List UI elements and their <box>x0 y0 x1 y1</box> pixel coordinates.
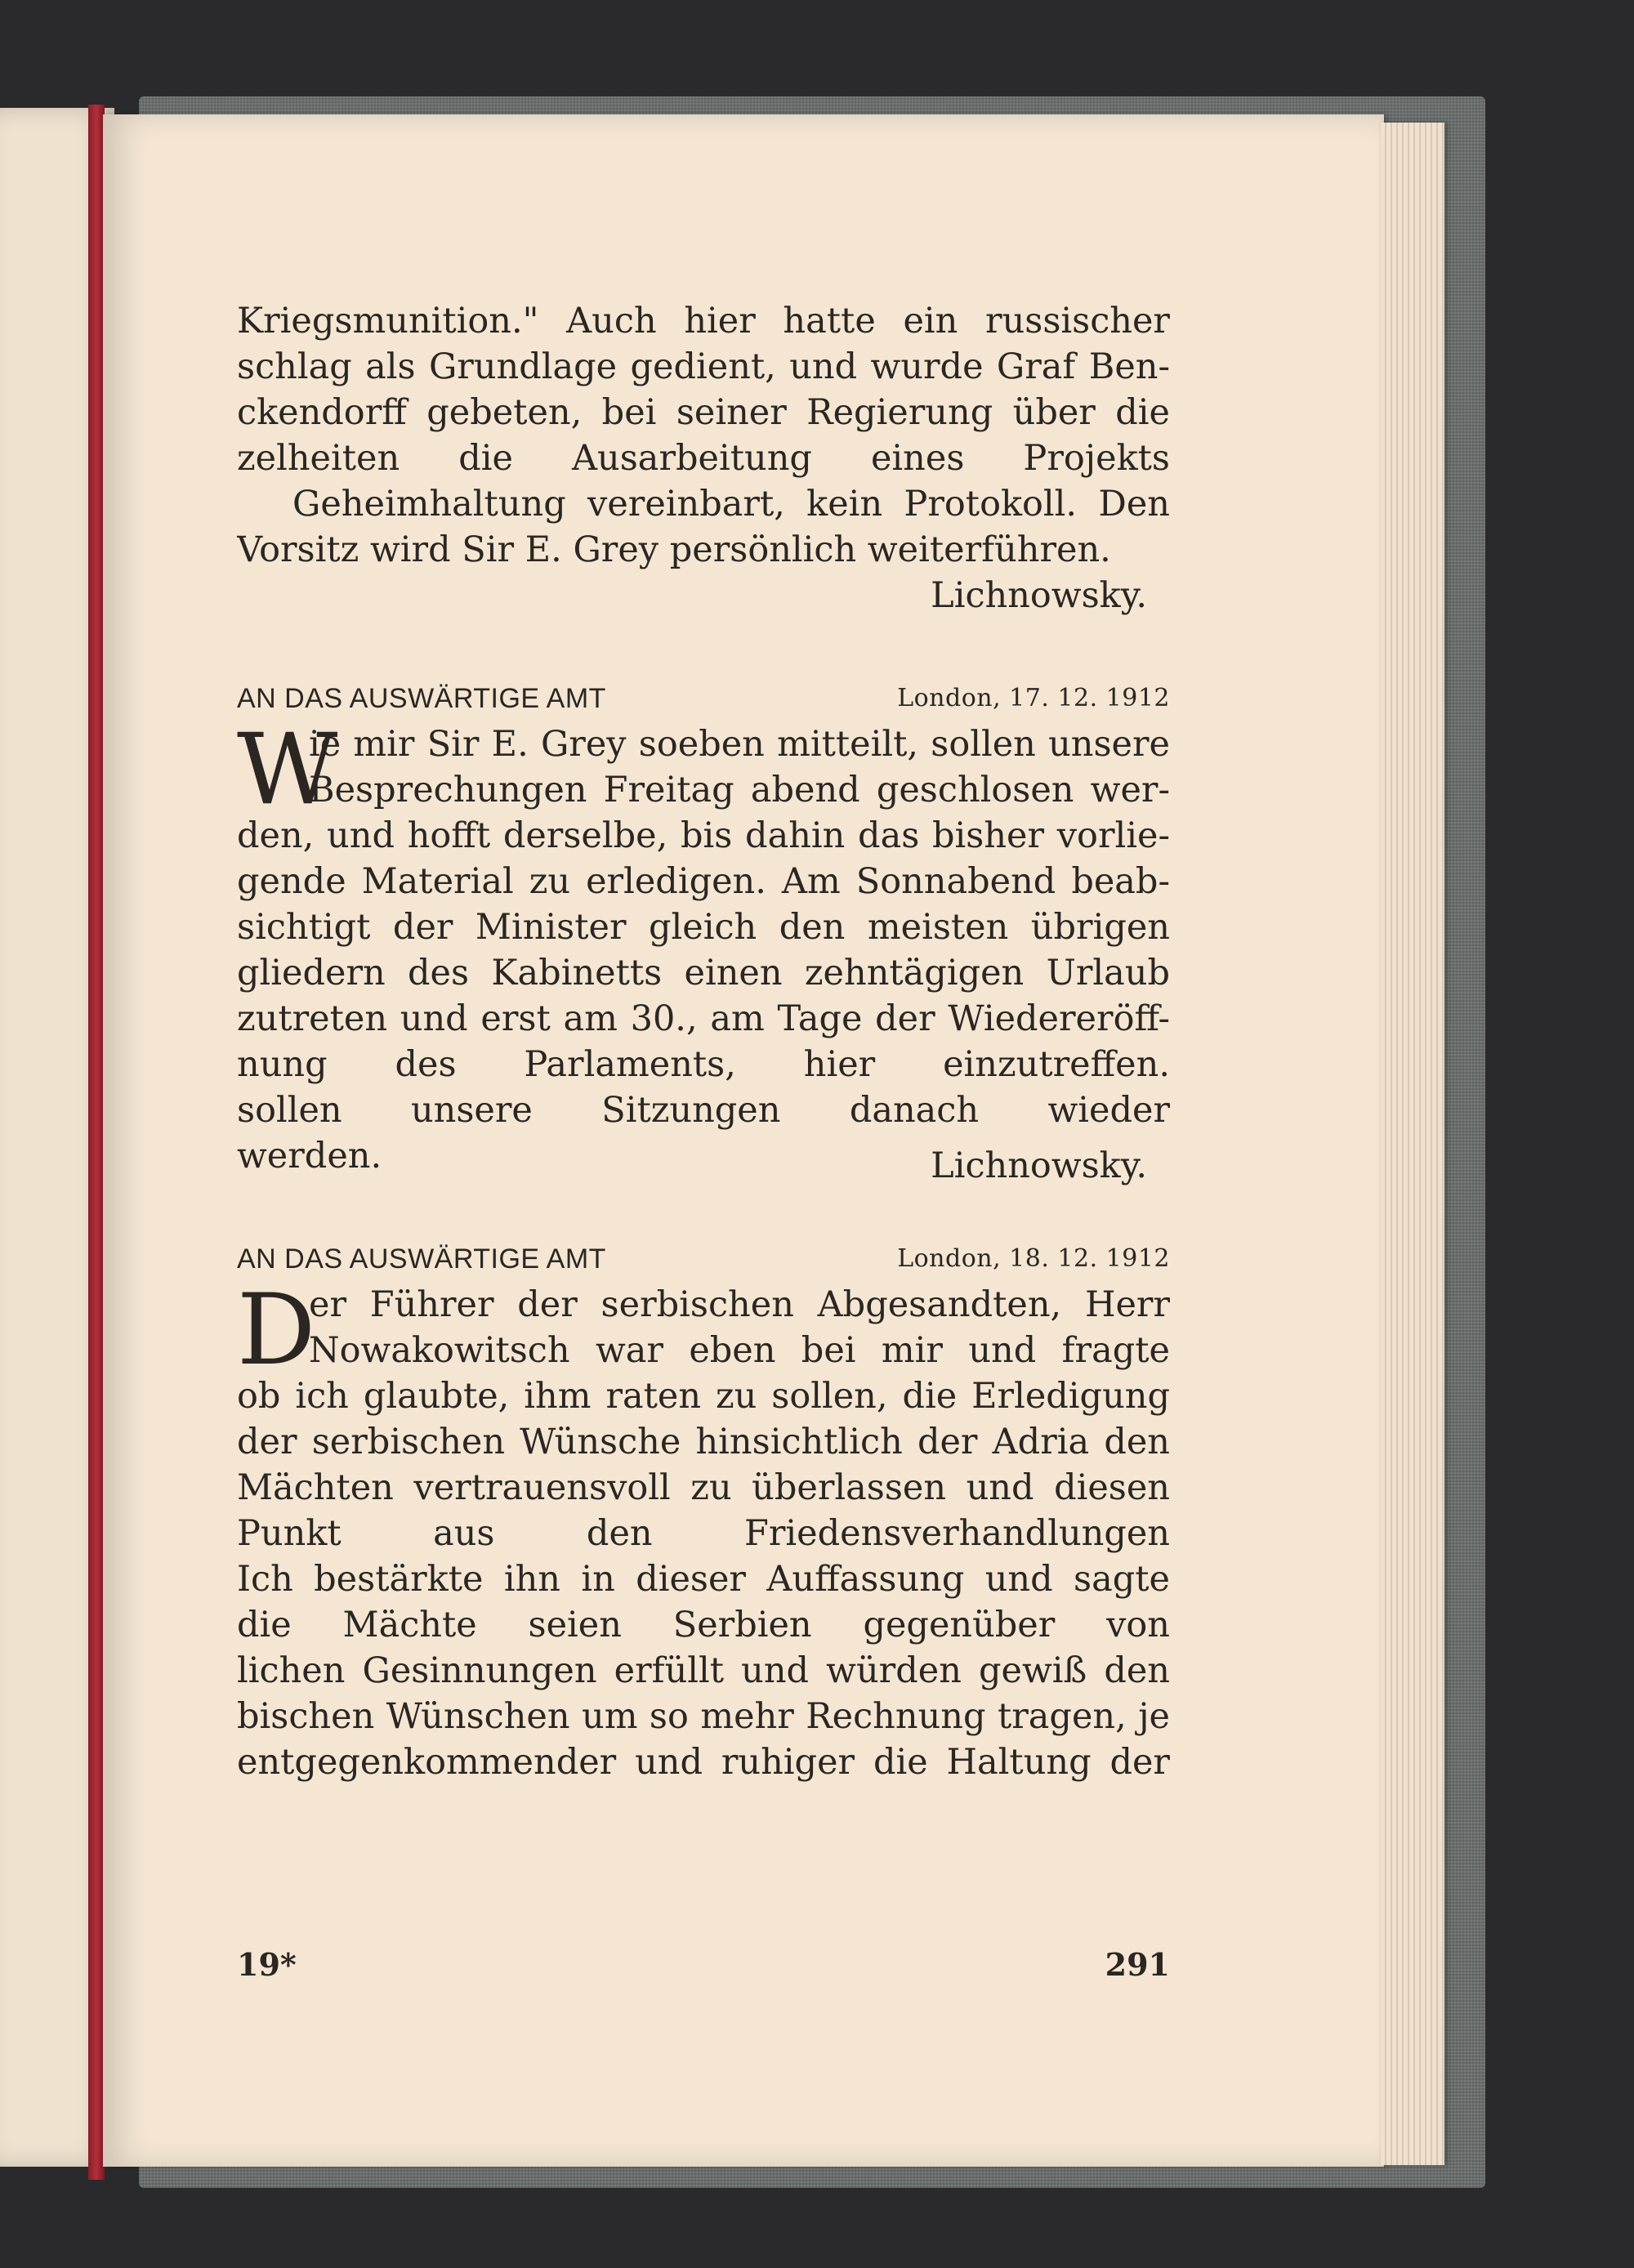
text-line: er Führer der serbischen Abgesandten, Herr <box>309 1284 1170 1325</box>
text-line: Kriegsmunition." Auch hier hatte ein russischer <box>237 301 1170 342</box>
text-line: sollen unsere Sitzungen danach wieder <box>237 1090 1170 1131</box>
text-line: sichtigt der Minister gleich den meisten übrigen <box>237 907 1170 948</box>
text-line: zutreten und erst am 30., am Tage der Wiedereröff- <box>237 998 1170 1039</box>
letter-place-date: London, 18. 12. 1912 <box>897 1244 1170 1273</box>
text-line: zelheiten die Ausarbeitung eines Projekts <box>237 438 1170 479</box>
text-line: der serbischen Wünsche hinsichtlich der Adria den <box>237 1422 1170 1462</box>
text-line: nung des Parlaments, hier einzutreffen. <box>237 1044 1170 1085</box>
drop-cap: W <box>237 713 338 827</box>
text-line: werden. <box>237 1136 382 1176</box>
text-line: die Mächte seien Serbien gegenüber von <box>237 1605 1170 1645</box>
closing-line <box>237 1133 1170 1186</box>
paragraph-1 <box>237 298 1170 481</box>
text-line: Nowakowitsch war eben bei mir und fragte <box>309 1330 1170 1371</box>
drop-cap: D <box>237 1274 316 1387</box>
text-line: bischen Wünschen um so mehr Rechnung tragen, je <box>237 1696 1170 1737</box>
text-line: Geheimhaltung vereinbart, kein Protokoll. Den <box>292 484 1170 525</box>
text-line: Besprechungen Freitag abend geschlosen wer- <box>309 770 1170 810</box>
text-line: schlag als Grundlage gedient, und wurde Graf Ben- <box>237 346 1170 387</box>
signature-mark: 19* <box>237 1946 297 1983</box>
letter-body <box>237 713 1170 1186</box>
text-line: Ich bestärkte ihn in dieser Auffassung und sagte <box>237 1559 1170 1600</box>
letter-recipient: AN DAS AUSWÄRTIGE AMT <box>237 1243 606 1275</box>
letter-recipient: AN DAS AUSWÄRTIGE AMT <box>237 683 606 714</box>
letter-heading <box>237 1236 1170 1282</box>
page-fore-edge <box>1381 123 1444 2165</box>
page-text <box>237 298 1170 1785</box>
paragraph-2 <box>237 481 1170 573</box>
text-line: ckendorff gebeten, bei seiner Regierung über die <box>237 392 1170 433</box>
spine-headband <box>88 105 105 2180</box>
text-line: ob ich glaubte, ihm raten zu sollen, die Erledigung <box>237 1376 1170 1417</box>
letter-place-date: London, 17. 12. 1912 <box>897 684 1170 712</box>
signature: Lichnowsky. <box>931 575 1147 616</box>
page-footer <box>237 1946 1170 1983</box>
text-line: gliedern des Kabinetts einen zehntägigen Urlaub <box>237 953 1170 993</box>
text-line: Mächten vertrauensvoll zu überlassen und diesen <box>237 1467 1170 1508</box>
letter-heading <box>237 676 1170 721</box>
text-line: Vorsitz wird Sir E. Grey persönlich weiterführen. <box>237 529 1111 570</box>
page-number: 291 <box>1105 1946 1170 1983</box>
text-line: ie mir Sir E. Grey soeben mitteilt, sollen unsere <box>309 724 1170 765</box>
letter-body <box>237 1274 1170 1785</box>
signature: Lichnowsky. <box>931 1145 1147 1186</box>
text-line: gende Material zu erledigen. Am Sonnabend beab- <box>237 861 1170 902</box>
text-line: lichen Gesinnungen erfüllt und würden gewiß den <box>237 1650 1170 1691</box>
text-line: entgegenkommender und ruhiger die Haltung der <box>237 1742 1170 1783</box>
text-line: Punkt aus den Friedensverhandlungen <box>237 1513 1170 1554</box>
text-line: den, und hofft derselbe, bis dahin das bisher vorlie- <box>237 815 1170 856</box>
